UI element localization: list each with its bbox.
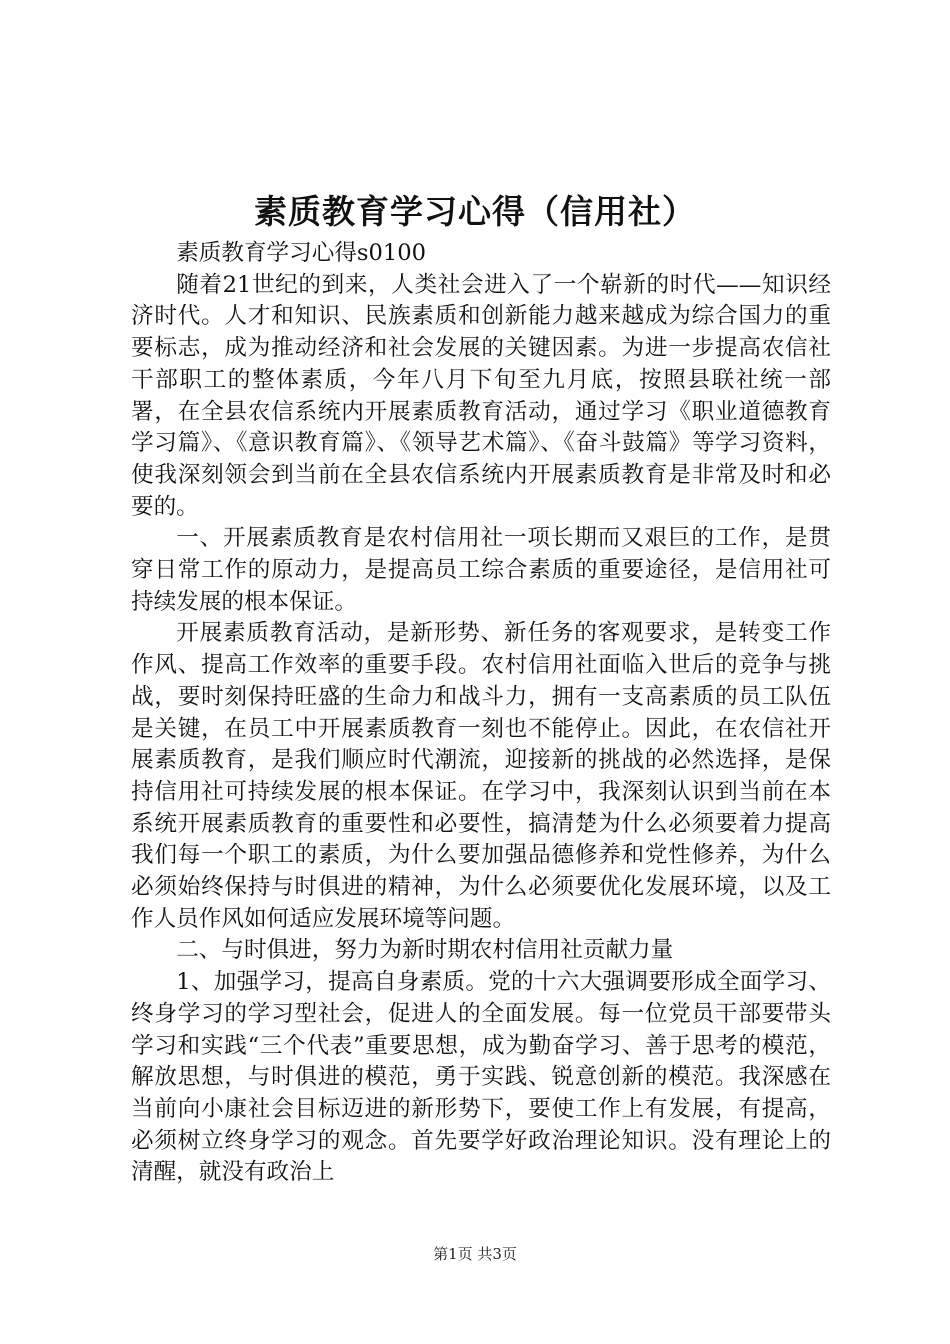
paragraph-section-1-body: 开展素质教育活动，是新形势、新任务的客观要求，是转变工作作风、提高工作效率的重要手段。农村信用社面临入世后的竞争与挑战，要时刻保持旺盛的生命力和战斗力，拥有一支高素质的员工队伍是关键，在员工中开展素质教育一刻也不能停止。因此，在农信社开展素质教育，是我们顺应时代潮流，迎接新的挑战的必然选择，是保持信用社可持续发展的根本保证。在学习中，我深刻认识到当前在本系统开展素质教育的重要性和必要性，搞清楚为什么必须要着力提高我们每一个职工的素质，为什么要加强品德修养和党性修养，为什么必须始终保持与时俱进的精神，为什么必须要优化发展环境，以及工作人员作风如何适应发展环境等问题。: [131, 620, 831, 932]
paragraph-section-2: 二、与时俱进，努力为新时期农村信用社贡献力量: [176, 937, 674, 964]
paragraph-section-2-item-1: 1、加强学习，提高自身素质。党的十六大强调要形成全面学习、终身学习的学习型社会，促进人的全面发展。每一位党员干部要带头学习和实践“三个代表”重要思想，成为勤奋学习、善于思考的模范，解放思想，与时俱进的模范，勇于实践、锐意创新的模范。我深感在当前向小康社会目标迈进的新形势下，要使工作上有发展，有提高，必须树立终身学习的观念。首先要学好政治理论知识。没有理论上的清醒，就没有政治上: [131, 969, 831, 1186]
paragraph-intro: 随着21世纪的到来，人类社会进入了一个崭新的时代——知识经济时代。人才和知识、民族素质和创新能力越来越成为综合国力的重要标志，成为推动经济和社会发展的关键因素。为进一步提高农信社干部职工的整体素质，今年八月下旬至九月底，按照县联社统一部署，在全县农信系统内开展素质教育活动，通过学习《职业道德教育学习篇》、《意识教育篇》、《领导艺术篇》、《奋斗鼓篇》等学习资料，使我深刻领会到当前在全县农信系统内开展素质教育是非常及时和必要的。: [131, 271, 831, 520]
document-title: 素质教育学习心得（信用社）: [254, 192, 696, 231]
document-body: [131, 238, 831, 1189]
paragraph-section-1: 一、开展素质教育是农村信用社一项长期而又艰巨的工作，是贯穿日常工作的原动力，是提高员工综合素质的重要途径，是信用社可持续发展的根本保证。: [131, 525, 831, 615]
page-footer: 第1页 共3页: [433, 1245, 517, 1263]
paragraph-subtitle: 素质教育学习心得s0100: [176, 240, 427, 266]
